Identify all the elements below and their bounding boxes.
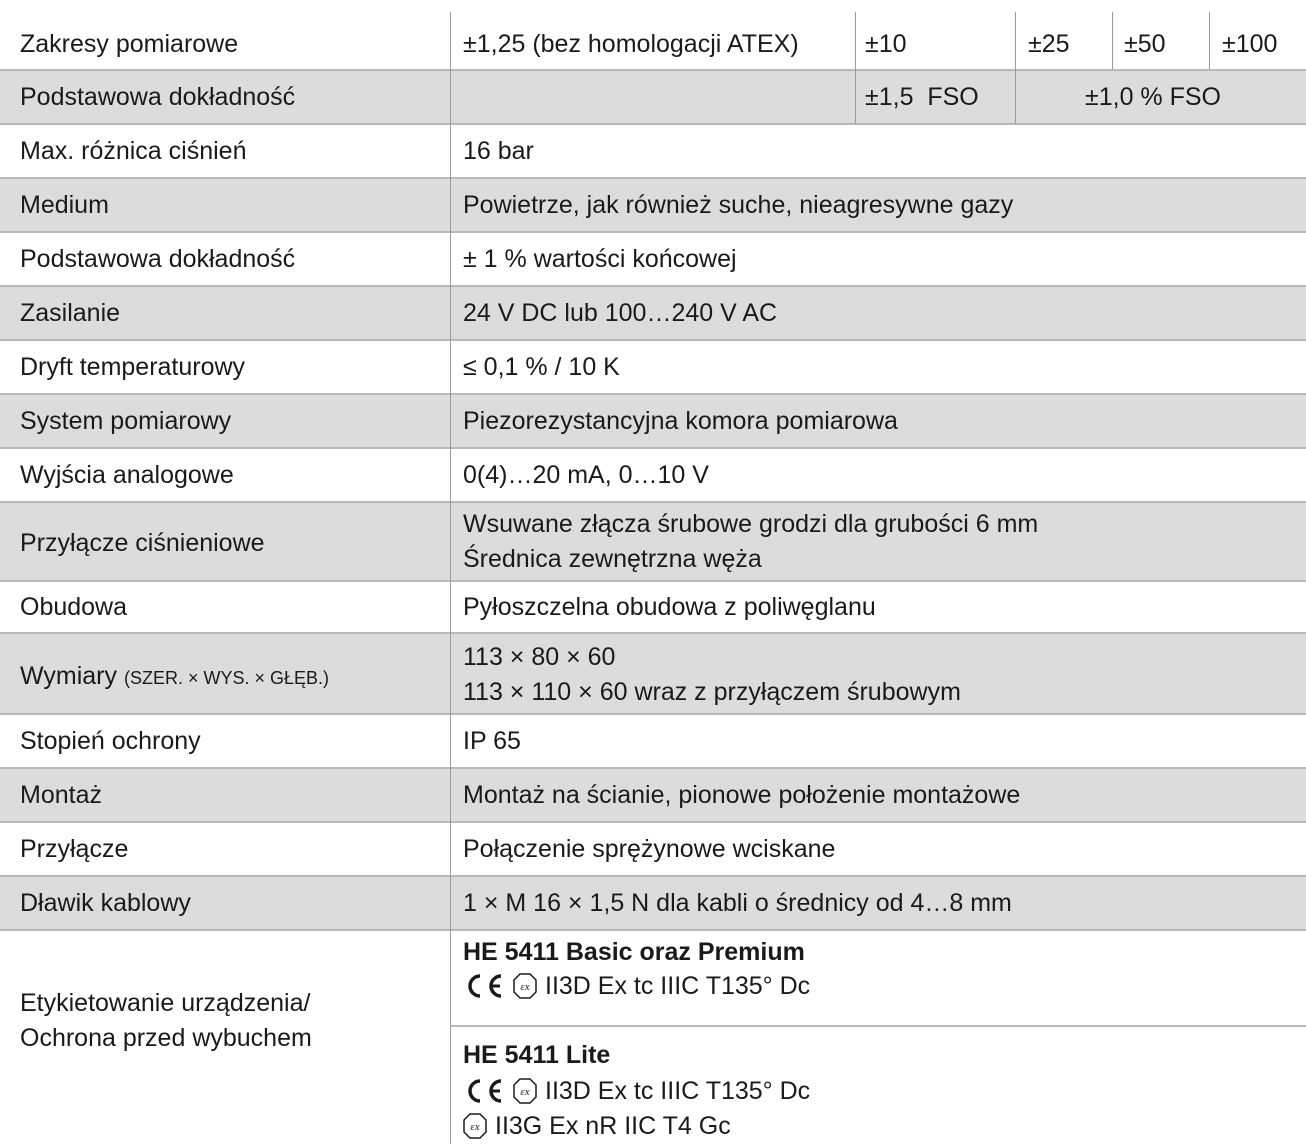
- row-value: ≤ 0,1 % / 10 K: [463, 353, 620, 381]
- row-value: 1 × M 16 × 1,5 N dla kabli o średnicy od 4…8 mm: [463, 889, 1012, 917]
- row-divider: [0, 69, 1306, 71]
- row-label: Medium: [20, 191, 109, 219]
- row-divider: [0, 767, 1306, 769]
- lite-title: HE 5411 Lite: [463, 1041, 611, 1069]
- row-value: Piezorezystancyjna komora pomiarowa: [463, 407, 898, 435]
- column-divider: [1015, 12, 1016, 123]
- row-value: 0(4)…20 mA, 0…10 V: [463, 461, 709, 489]
- svg-text:εx: εx: [470, 1121, 480, 1133]
- range-value: ±100: [1222, 30, 1278, 58]
- row-divider: [0, 580, 1306, 582]
- lite-marking-text-2: II3G Ex nR IIC T4 Gc: [495, 1112, 731, 1140]
- lite-marking-2: [463, 1111, 731, 1141]
- row-value: 113 × 80 × 60: [463, 643, 616, 671]
- marking-label-line2: Ochrona przed wybuchem: [20, 1024, 312, 1052]
- column-divider: [1209, 12, 1210, 69]
- row-label: Wyjścia analogowe: [20, 461, 234, 489]
- row-label: Montaż: [20, 781, 102, 809]
- row-label: System pomiarowy: [20, 407, 232, 435]
- row-label: Podstawowa dokładność: [20, 245, 296, 273]
- ex-atex-icon: [513, 973, 537, 999]
- marking-label-line1: Etykietowanie urządzenia/: [20, 989, 311, 1017]
- row-label: Przyłącze: [20, 835, 129, 863]
- row-divider: [0, 632, 1306, 634]
- row-value: ± 1 % wartości końcowej: [463, 245, 737, 273]
- row-value: Pyłoszczelna obudowa z poliwęglanu: [463, 593, 876, 621]
- basic-marking-text: II3D Ex tc IIIC T135° Dc: [545, 972, 811, 1000]
- column-divider: [450, 12, 451, 1144]
- row-label: Dławik kablowy: [20, 889, 191, 917]
- row-divider: [450, 1025, 1306, 1027]
- basic-premium-title: HE 5411 Basic oraz Premium: [463, 938, 805, 966]
- row-label: [20, 661, 329, 693]
- row-divider: [0, 713, 1306, 715]
- row-divider: [0, 501, 1306, 503]
- row-value: 24 V DC lub 100…240 V AC: [463, 299, 778, 327]
- row-label: Obudowa: [20, 593, 128, 621]
- column-divider: [855, 12, 856, 123]
- row-label: Zasilanie: [20, 299, 121, 327]
- row-value: Połączenie sprężynowe wciskane: [463, 835, 836, 863]
- row-divider: [0, 231, 1306, 233]
- ex-atex-icon: [513, 1078, 537, 1104]
- row-label: Podstawowa dokładność: [20, 83, 296, 111]
- row-divider: [0, 123, 1306, 125]
- row-divider: [0, 339, 1306, 341]
- row-divider: [0, 177, 1306, 179]
- row-label: Stopień ochrony: [20, 727, 201, 755]
- row-label-units: (SZER. × WYS. × GŁĘB.): [123, 668, 330, 688]
- row-divider: [0, 821, 1306, 823]
- range-value: ±25: [1028, 30, 1070, 58]
- svg-text:εx: εx: [520, 981, 530, 993]
- row-value: Montaż na ścianie, pionowe położenie montażowe: [463, 781, 1021, 809]
- ex-atex-icon: [463, 1113, 487, 1139]
- ce-mark-icon: [463, 1077, 505, 1105]
- row-divider: [0, 929, 1306, 931]
- lite-marking-text-1: II3D Ex tc IIIC T135° Dc: [545, 1077, 811, 1105]
- row-divider: [0, 447, 1306, 449]
- row-divider: [0, 875, 1306, 877]
- range-value: ±10: [865, 30, 907, 58]
- row-label: Max. różnica ciśnień: [20, 137, 247, 165]
- row-value: 16 bar: [463, 137, 534, 165]
- row-divider: [0, 393, 1306, 395]
- row-value: Powietrze, jak również suche, nieagresywne gazy: [463, 191, 1014, 219]
- row-label: Przyłącze ciśnieniowe: [20, 529, 265, 557]
- row-label: Zakresy pomiarowe: [20, 30, 239, 58]
- accuracy-value: ±1,0 % FSO: [1085, 83, 1221, 111]
- row-value: ±1,25 (bez homologacji ATEX): [463, 30, 799, 58]
- row-value-line2: 113 × 110 × 60 wraz z przyłączem śrubowym: [463, 678, 961, 706]
- row-label-main: Wymiary: [20, 662, 117, 690]
- accuracy-value: ±1,5 FSO: [865, 83, 979, 111]
- row-value-line2: Średnica zewnętrzna węża: [463, 545, 762, 573]
- range-value: ±50: [1124, 30, 1166, 58]
- ce-mark-icon: [463, 972, 505, 1000]
- row-value: Wsuwane złącza śrubowe grodzi dla grubości 6 mm: [463, 510, 1039, 538]
- svg-text:εx: εx: [520, 1086, 530, 1098]
- lite-marking-1: [463, 1076, 810, 1106]
- column-divider: [1112, 12, 1113, 69]
- row-label: Dryft temperaturowy: [20, 353, 246, 381]
- basic-marking: [463, 971, 810, 1001]
- row-value: IP 65: [463, 727, 521, 755]
- row-divider: [0, 285, 1306, 287]
